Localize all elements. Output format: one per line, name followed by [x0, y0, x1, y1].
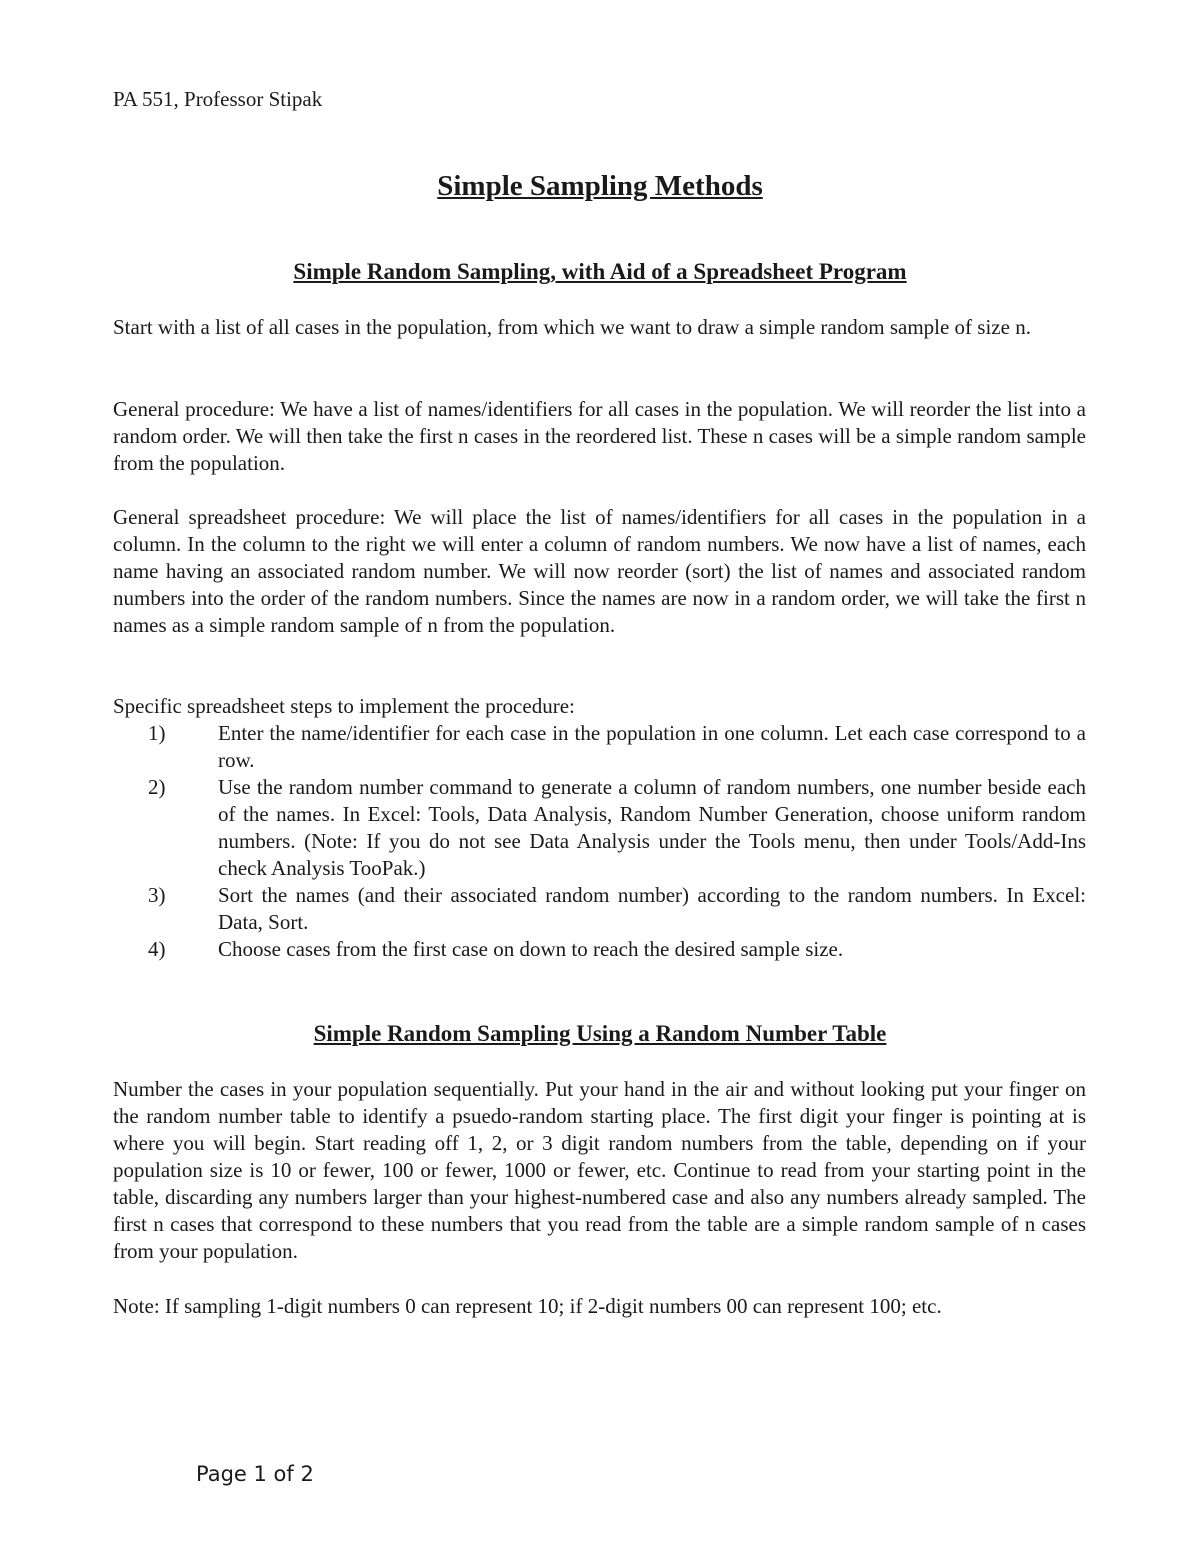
list-item [113, 720, 1086, 774]
course-header: PA 551, Professor Stipak [113, 87, 323, 111]
step-number: 3) [148, 883, 166, 907]
random-table-paragraph: Number the cases in your population sequentially. Put your hand in the air and without looking put your finger on the random number table to identify a psuedo-random starting place. The first digit your finger is pointing at is where you will begin. Start reading off 1, 2, or 3 digit random numbers from the table, depending on if your population size is 10 or fewer, 100 or fewer, 1000 or fewer, etc. Continue to read from your starting point in the table, discarding any numbers larger than your highest-numbered case and also any numbers already sampled. The first n cases that correspond to these numbers that you read from the table are a simple random sample of n cases from your population. [113, 1077, 1086, 1263]
section-heading-random-table: Simple Random Sampling Using a Random Number Table [313, 1021, 887, 1046]
steps-list [113, 720, 1086, 963]
step-text: Sort the names (and their associated random number) according to the random numbers. In Excel: Data, Sort. [218, 883, 1086, 934]
general-procedure-paragraph: General procedure: We have a list of names/identifiers for all cases in the population. We will reorder the list into a random order. We will then take the first n cases in the reordered list. These n cases will be a simple random sample from the population. [113, 397, 1086, 475]
step-number: 1) [148, 721, 166, 745]
list-item [113, 774, 1086, 882]
step-text: Enter the name/identifier for each case in the population in one column. Let each case correspond to a row. [218, 721, 1086, 772]
list-item [113, 882, 1086, 936]
step-number: 2) [148, 775, 166, 799]
steps-intro: Specific spreadsheet steps to implement the procedure: [113, 694, 575, 718]
step-number: 4) [148, 937, 166, 961]
note-paragraph: Note: If sampling 1-digit numbers 0 can represent 10; if 2-digit numbers 00 can represent 100; etc. [113, 1294, 942, 1318]
step-text: Choose cases from the first case on down to reach the desired sample size. [218, 937, 844, 961]
page-number: Page 1 of 2 [196, 1462, 314, 1486]
page-title: Simple Sampling Methods [437, 170, 763, 202]
intro-paragraph: Start with a list of all cases in the population, from which we want to draw a simple random sample of size n. [113, 315, 1031, 339]
list-item [113, 936, 1086, 963]
section-heading-spreadsheet: Simple Random Sampling, with Aid of a Spreadsheet Program [293, 259, 907, 284]
step-text: Use the random number command to generate a column of random numbers, one number beside each of the names. In Excel: Tools, Data Analysis, Random Number Generation, choose uniform random numbers. (Note: If you do not see Data Analysis under the Tools menu, then under Tools/Add-Ins check Analysis TooPak.) [218, 775, 1086, 880]
spreadsheet-procedure-paragraph: General spreadsheet procedure: We will place the list of names/identifiers for all cases in the population in a column. In the column to the right we will enter a column of random numbers. We now have a list of names, each name having an associated random number. We will now reorder (sort) the list of names and associated random numbers into the order of the random numbers. Since the names are now in a random order, we will take the first n names as a simple random sample of n from the population. [113, 505, 1086, 637]
